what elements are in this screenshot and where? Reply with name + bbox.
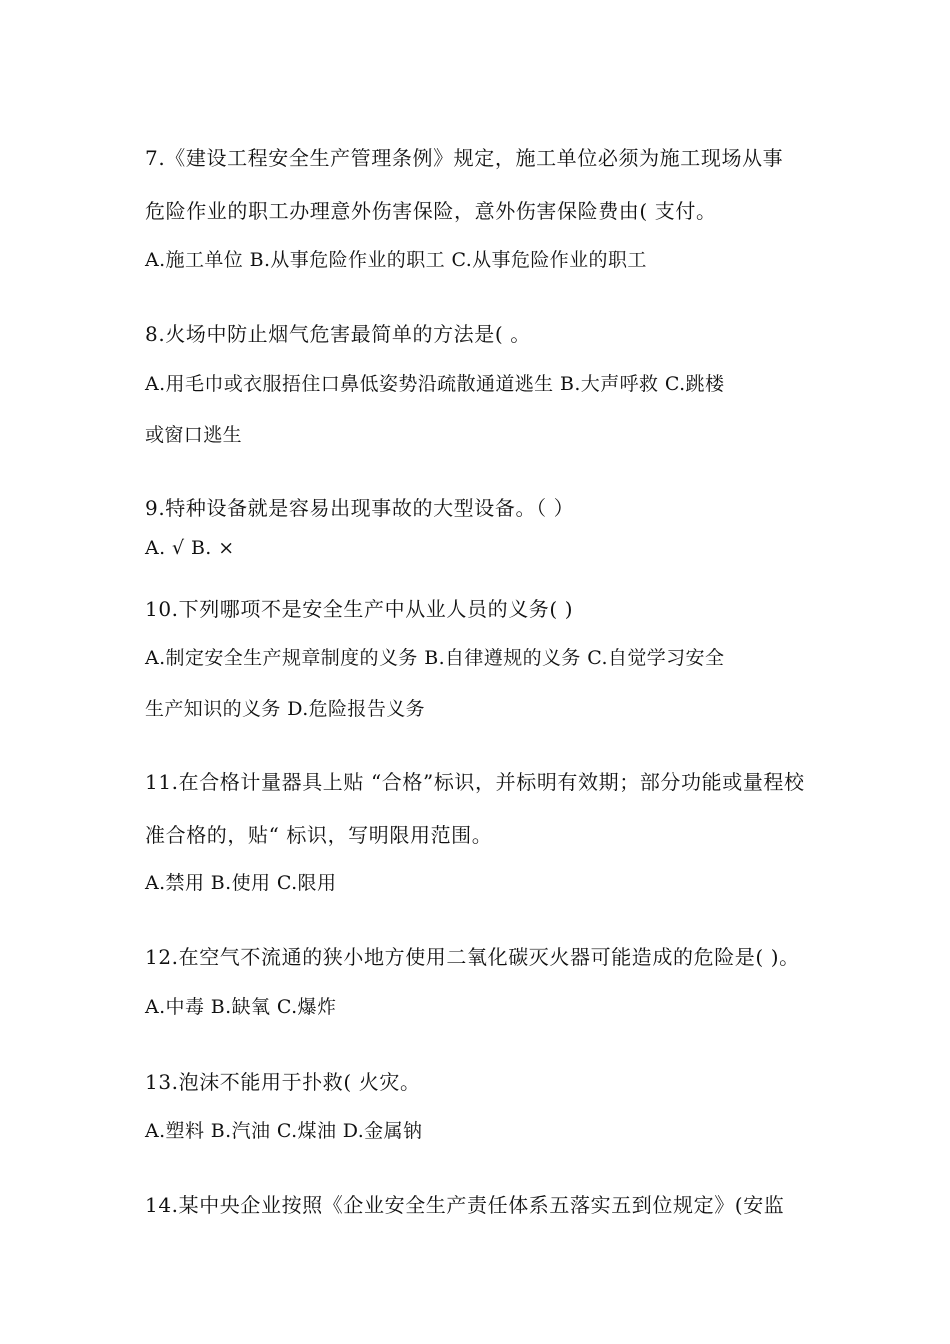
- question-10-options-2: 生产知识的义务 D.危险报告义务: [145, 698, 426, 720]
- question-8-line-1: 8.火场中防止烟气危害最简单的方法是( 。: [145, 322, 531, 346]
- question-8-options-1: A.用毛巾或衣服捂住口鼻低姿势沿疏散通道逃生 B.大声呼救 C.跳楼: [145, 373, 725, 395]
- question-12-options: A.中毒 B.缺氧 C.爆炸: [145, 996, 337, 1018]
- question-11-options: A.禁用 B.使用 C.限用: [145, 872, 337, 894]
- question-7-line-1: 7.《建设工程安全生产管理条例》规定，施工单位必须为施工现场从事: [145, 146, 784, 170]
- question-7-line-2: 危险作业的职工办理意外伤害保险，意外伤害保险费由( 支付。: [145, 199, 717, 223]
- question-10-options-1: A.制定安全生产规章制度的义务 B.自律遵规的义务 C.自觉学习安全: [145, 647, 725, 669]
- question-7-options: A.施工单位 B.从事危险作业的职工 C.从事危险作业的职工: [145, 249, 647, 271]
- question-9-line-1: 9.特种设备就是容易出现事故的大型设备。（ ）: [145, 496, 575, 520]
- question-13-line-1: 13.泡沫不能用于扑救( 火灾。: [145, 1070, 421, 1094]
- question-11-line-2: 准合格的，贴“ 标识，写明限用范围。: [145, 823, 493, 847]
- question-10-line-1: 10.下列哪项不是安全生产中从业人员的义务( ): [145, 597, 574, 621]
- question-9-options: A. √ B. ×: [145, 537, 235, 559]
- question-11-line-1: 11.在合格计量器具上贴 “合格”标识，并标明有效期；部分功能或量程校: [145, 770, 805, 794]
- question-12-line-1: 12.在空气不流通的狭小地方使用二氧化碳灭火器可能造成的危险是( )。: [145, 945, 800, 969]
- question-8-options-2: 或窗口逃生: [145, 424, 243, 446]
- question-14-line-1: 14.某中央企业按照《企业安全生产责任体系五落实五到位规定》(安监: [145, 1193, 785, 1217]
- question-13-options: A.塑料 B.汽油 C.煤油 D.金属钠: [145, 1120, 423, 1142]
